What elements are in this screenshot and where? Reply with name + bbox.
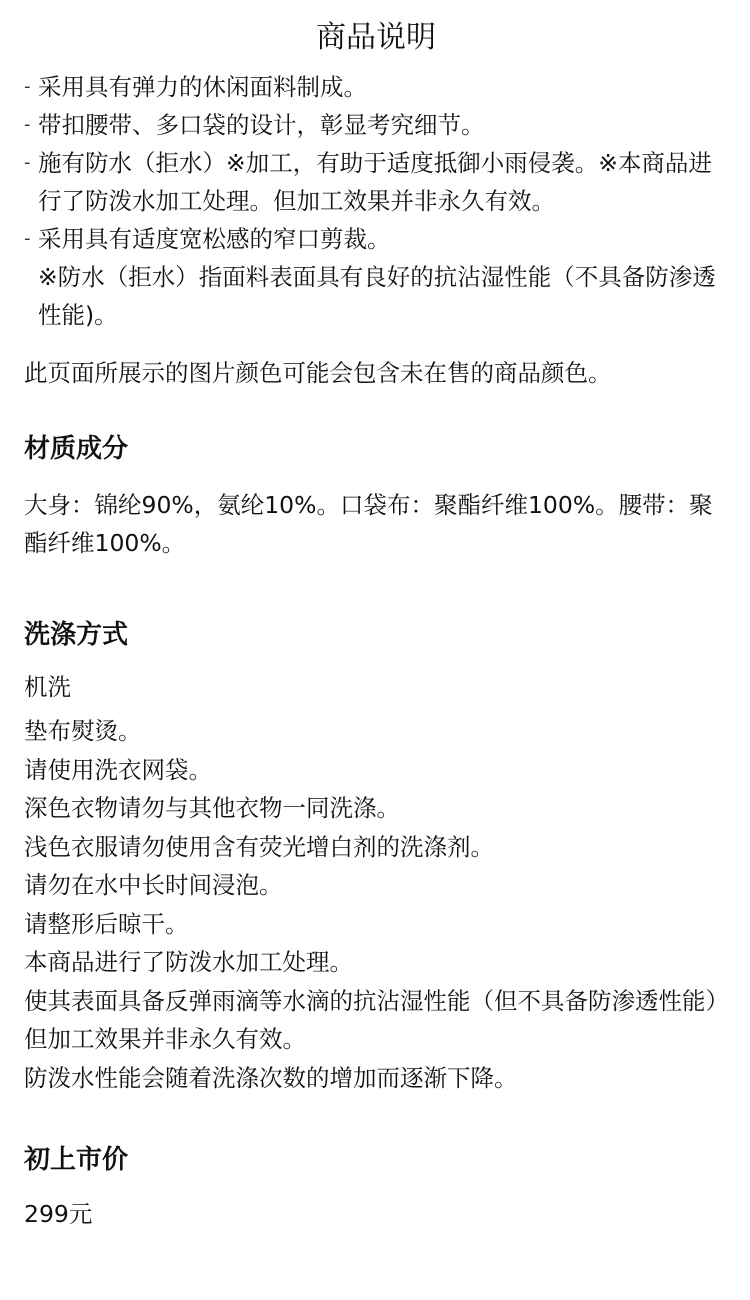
material-heading: 材质成分 [24, 434, 129, 464]
washing-instruction: 请整形后晾干。 [24, 909, 189, 938]
washing-instruction: 深色衣物请勿与其他衣物一同洗涤。 [24, 794, 400, 822]
dash-bullet-icon: - [24, 76, 31, 97]
feature-text: 带扣腰带、多口袋的设计，彰显考究细节。 [38, 111, 485, 139]
waterproof-note: ※防水（拒水）指面料表面具有良好的抗沾湿性能（不具备防渗透性能)。 [38, 263, 716, 329]
washing-instruction: 请使用洗衣网袋。 [24, 755, 212, 784]
washing-instruction: 浅色衣服请勿使用含有荧光增白剂的洗涤剂。 [24, 832, 494, 861]
feature-item [24, 106, 728, 144]
price-value: 299元 [24, 1200, 93, 1228]
material-composition: 大身：锦纶90%，氨纶10%。口袋布：聚酯纤维100%。腰带：聚酯纤维100%。 [24, 491, 713, 557]
washing-method: 机洗 [24, 673, 71, 701]
price-heading: 初上市价 [24, 1145, 129, 1175]
washing-instruction: 请勿在水中长时间浸泡。 [24, 871, 283, 899]
washing-instruction: 使其表面具备反弹雨滴等水滴的抗沾湿性能（但不具备防渗透性能）但加工效果并非永久有效。 [24, 986, 718, 1053]
color-disclaimer: 此页面所展示的图片颜色可能会包含未在售的商品颜色。 [24, 359, 612, 387]
feature-text: 采用具有适度宽松感的窄口剪裁。 [38, 225, 391, 253]
washing-instruction: 垫布熨烫。 [24, 717, 142, 745]
feature-text: 施有防水（拒水）※加工，有助于适度抵御小雨侵袭。※本商品进行了防泼水加工处理。但加工效果并非永久有效。 [38, 149, 712, 215]
feature-item [24, 144, 728, 220]
feature-text: 采用具有弹力的休闲面料制成。 [38, 73, 367, 101]
feature-item [24, 68, 728, 106]
dash-bullet-icon: - [24, 114, 31, 135]
washing-instructions [24, 712, 728, 1097]
washing-instruction: 防泼水性能会随着洗涤次数的增加而逐渐下降。 [24, 1063, 518, 1092]
washing-instruction: 本商品进行了防泼水加工处理。 [24, 948, 353, 976]
feature-list [24, 68, 728, 258]
washing-heading: 洗涤方式 [24, 620, 129, 650]
feature-item [24, 220, 728, 258]
dash-bullet-icon: - [24, 228, 31, 249]
page-title: 商品说明 [316, 20, 436, 55]
dash-bullet-icon: - [24, 152, 31, 173]
